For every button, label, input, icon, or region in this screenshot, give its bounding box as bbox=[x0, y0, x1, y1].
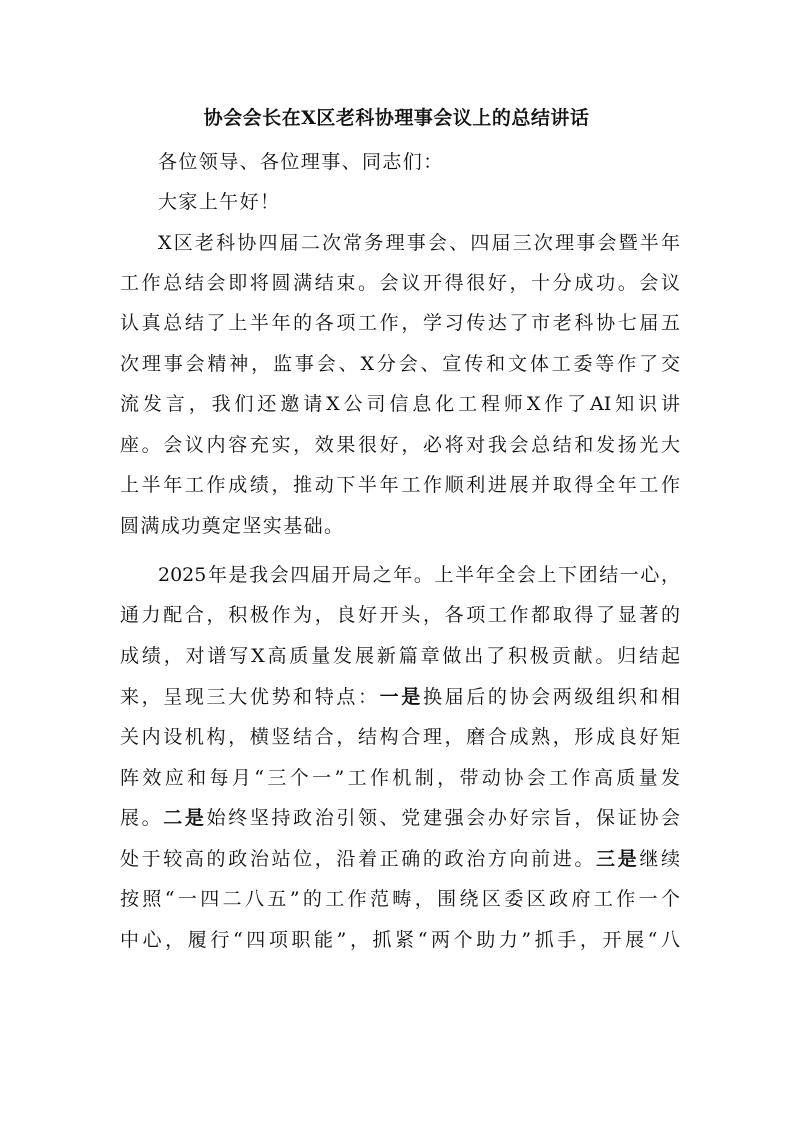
text-segment: 始终坚持政治引领、党建强会办好宗旨，保证协会 bbox=[206, 807, 680, 829]
paragraph-line: 通力配合，积极作为，良好开头，各项工作都取得了显著的 bbox=[120, 604, 680, 626]
paragraph-line: 按照“一四二八五”的工作范畴，围绕区委区政府工作一个 bbox=[120, 888, 680, 910]
text-segment: 继续 bbox=[639, 848, 680, 870]
text-segment: 换届后的协会两级组织和相 bbox=[422, 686, 680, 708]
paragraph-line: 次理事会精神，监事会、X分会、宣传和文体工委等作了交 bbox=[120, 353, 680, 375]
paragraph-line: 中心，履行“四项职能”，抓紧“两个助力”抓手，开展“八 bbox=[120, 929, 680, 951]
paragraph-line: 圆满成功奠定坚实基础。 bbox=[120, 515, 345, 537]
paragraph-line: 工作总结会即将圆满结束。会议开得很好，十分成功。会议 bbox=[120, 272, 680, 294]
paragraph-line bbox=[120, 806, 680, 830]
paragraph-line: 认真总结了上半年的各项工作，学习传达了市老科协七届五 bbox=[120, 312, 680, 334]
emphasis-text: 一是 bbox=[379, 686, 423, 708]
text-segment: 展。 bbox=[120, 807, 164, 829]
paragraph-line: 阵效应和每月“三个一”工作机制，带动协会工作高质量发 bbox=[120, 767, 680, 789]
paragraph-line: 关内设机构，横竖结合，结构合理，磨合成熟，形成良好矩 bbox=[120, 726, 680, 748]
paragraph-line: 成绩，对谱写X高质量发展新篇章做出了积极贡献。归结起 bbox=[120, 645, 680, 667]
document-title: 协会会长在X区老科协理事会议上的总结讲话 bbox=[203, 107, 590, 129]
paragraph-line: 流发言，我们还邀请X公司信息化工程师X作了AI知识讲 bbox=[120, 393, 680, 415]
paragraph-line bbox=[120, 685, 680, 709]
paragraph-line: X区老科协四届二次常务理事会、四届三次理事会暨半年 bbox=[158, 232, 680, 254]
paragraph-line: 上半年工作成绩，推动下半年工作顺利进展并取得全年工作 bbox=[120, 474, 680, 496]
salutation: 各位领导、各位理事、同志们： bbox=[158, 151, 444, 173]
paragraph-line: 座。会议内容充实，效果很好，必将对我会总结和发扬光大 bbox=[120, 434, 680, 456]
emphasis-text: 二是 bbox=[163, 807, 207, 829]
paragraph-line bbox=[120, 847, 680, 871]
greeting: 大家上午好！ bbox=[158, 191, 281, 213]
emphasis-text: 三是 bbox=[596, 848, 640, 870]
text-segment: 处于较高的政治站位，沿着正确的政治方向前进。 bbox=[120, 848, 597, 870]
paragraph-line: 2025年是我会四届开局之年。上半年全会上下团结一心， bbox=[158, 564, 680, 586]
text-segment: 来，呈现三大优势和特点： bbox=[120, 686, 380, 708]
